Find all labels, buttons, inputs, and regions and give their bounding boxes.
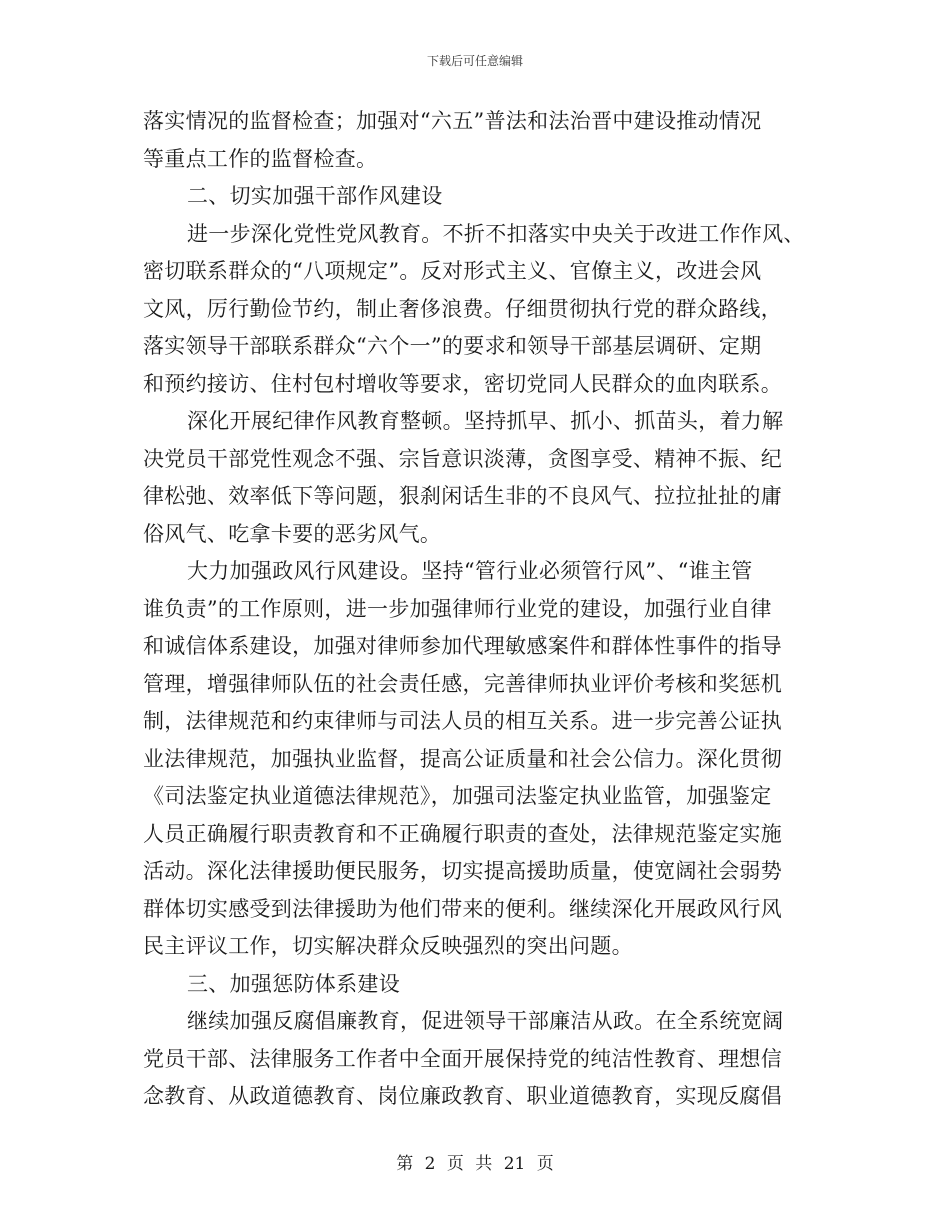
text-line: 落实情况的监督检查；加强对“六五”普法和法治晋中建设推动情况: [143, 109, 762, 133]
text-line: 业法律规范，加强执业监督，提高公证质量和社会公信力。深化贯彻: [143, 746, 782, 771]
text-line: 人员正确履行职责教育和不正确履行职责的查处，法律规范鉴定实施: [143, 821, 782, 846]
text-line: 和预约接访、住村包村增收等要求，密切党同人民群众的血肉联系。: [143, 371, 782, 396]
text-line: 念教育、从政道德教育、岗位廉政教育、职业道德教育，实现反腐倡: [143, 1084, 782, 1108]
text-line: 密切联系群众的“八项规定”。反对形式主义、官僚主义，改进会风: [143, 259, 762, 283]
text-line: 二、切实加强干部作风建设: [187, 184, 443, 208]
text-line: 进一步深化党性党风教育。不折不扣落实中央关于改进工作作风、: [187, 221, 805, 246]
text-line: 文风，厉行勤俭节约，制止奢侈浪费。仔细贯彻执行党的群众路线，: [143, 296, 782, 321]
text-line: 谁负责”的工作原则，进一步加强律师行业党的建设，加强行业自律: [143, 596, 772, 621]
text-line: 落实领导干部联系群众“六个一”的要求和领导干部基层调研、定期: [143, 334, 762, 358]
text-line: 管理，增强律师队伍的社会责任感，完善律师执业评价考核和奖惩机: [143, 671, 782, 696]
document-body: [143, 103, 803, 1116]
text-line: 俗风气、吃拿卡要的恶劣风气。: [143, 521, 442, 546]
page-header: 下载后可任意编辑: [426, 54, 523, 68]
text-line: 《司法鉴定执业道德法律规范》，加强司法鉴定执业监管，加强鉴定: [143, 784, 772, 808]
text-line: 深化开展纪律作风教育整顿。坚持抓早、抓小、抓苗头，着力解: [187, 409, 784, 433]
text-line: 党员干部、法律服务工作者中全面开展保持党的纯洁性教育、理想信: [143, 1046, 782, 1071]
text-line: 继续加强反腐倡廉教育，促进领导干部廉洁从政。在全系统宽阔: [187, 1009, 784, 1033]
text-line: 活动。深化法律援助便民服务，切实提高援助质量，使宽阔社会弱势: [143, 859, 782, 883]
text-line: 决党员干部党性观念不强、宗旨意识淡薄，贪图享受、精神不振、纪: [143, 446, 782, 471]
text-line: 和诚信体系建设，加强对律师参加代理敏感案件和群体性事件的指导: [143, 634, 782, 658]
text-line: 律松弛、效率低下等问题，狠刹闲话生非的不良风气、拉拉扯扯的庸: [143, 484, 782, 508]
text-line: 民主评议工作，切实解决群众反映强烈的突出问题。: [143, 934, 633, 958]
page-footer: 第 2 页 共 21 页: [396, 1154, 554, 1174]
text-line: 制，法律规范和约束律师与司法人员的相互关系。进一步完善公证执: [143, 709, 782, 733]
text-line: 等重点工作的监督检查。: [143, 146, 378, 171]
text-line: 三、加强惩防体系建设: [187, 971, 400, 996]
text-line: 大力加强政风行风建设。坚持“管行业必须管行风”、“谁主管: [187, 559, 753, 583]
text-line: 群体切实感受到法律援助为他们带来的便利。继续深化开展政风行风: [143, 896, 782, 921]
